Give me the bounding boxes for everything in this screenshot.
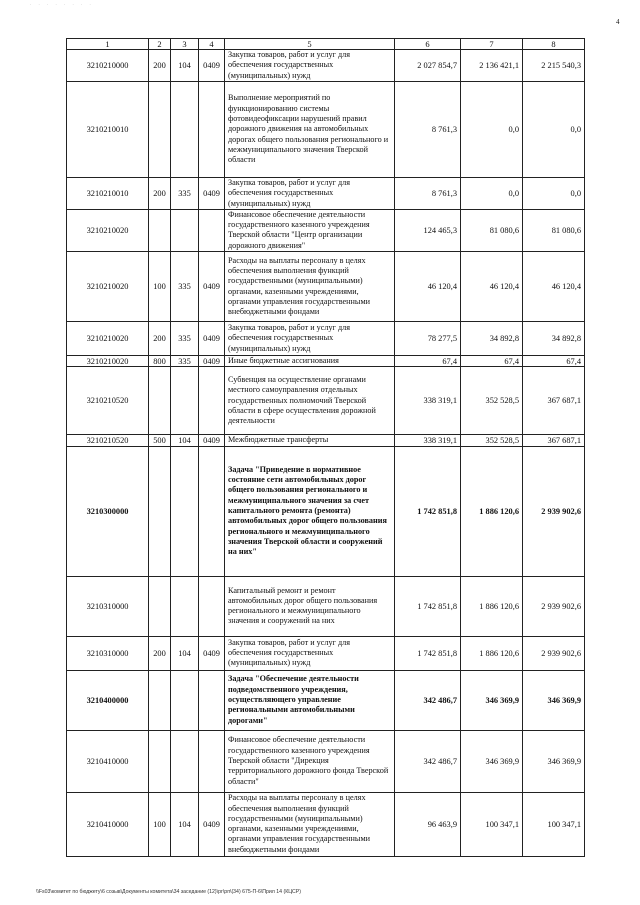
section-cell xyxy=(171,209,199,251)
header-cell: 5 xyxy=(225,39,395,50)
code-cell: 3210210520 xyxy=(67,367,149,435)
description-cell: Расходы на выплаты персоналу в целях обеспечения выполнения функций государственными (муниципальными) органами, казенными учреждениями, органами управления государственными внебюджетными фондами xyxy=(225,792,395,856)
section-cell xyxy=(171,576,199,636)
amount-year1-cell: 78 277,5 xyxy=(395,322,461,356)
table-row xyxy=(67,636,585,670)
description-cell: Задача "Приведение в нормативное состояние сети автомобильных дорог общего пользования регионального и межмуниципального значения за счет капитального ремонта (ремонта) автомобильных дорог общего пользования регионального и межмуниципального значения Тверской области и сооружений на них" xyxy=(225,446,395,576)
section-cell: 104 xyxy=(171,50,199,82)
expense-type-cell: 100 xyxy=(149,792,171,856)
expense-type-cell: 200 xyxy=(149,50,171,82)
code-cell: 3210310000 xyxy=(67,636,149,670)
amount-year2-cell: 46 120,4 xyxy=(461,252,523,322)
amount-year2-cell: 67,4 xyxy=(461,356,523,367)
amount-year2-cell: 34 892,8 xyxy=(461,322,523,356)
subsection-cell xyxy=(199,576,225,636)
amount-year2-cell: 0,0 xyxy=(461,177,523,209)
expense-type-cell: 500 xyxy=(149,435,171,446)
header-cell: 6 xyxy=(395,39,461,50)
amount-year2-cell: 2 136 421,1 xyxy=(461,50,523,82)
amount-year3-cell: 346 369,9 xyxy=(523,730,585,792)
section-cell xyxy=(171,670,199,730)
amount-year1-cell: 1 742 851,8 xyxy=(395,576,461,636)
table-header-row xyxy=(67,39,585,50)
section-cell: 335 xyxy=(171,322,199,356)
header-cell: 7 xyxy=(461,39,523,50)
table-row xyxy=(67,730,585,792)
description-cell: Иные бюджетные ассигнования xyxy=(225,356,395,367)
table-row xyxy=(67,177,585,209)
code-cell: 3210210000 xyxy=(67,50,149,82)
expense-type-cell xyxy=(149,576,171,636)
amount-year3-cell: 2 939 902,6 xyxy=(523,576,585,636)
description-cell: Выполнение мероприятий по функционированию системы фотовидеофиксации нарушений правил дорожного движения на автомобильных дорогах общего пользования регионального и межмуниципального значения Тверской области xyxy=(225,81,395,177)
description-cell: Закупка товаров, работ и услуг для обеспечения государственных (муниципальных) нужд xyxy=(225,636,395,670)
amount-year1-cell: 67,4 xyxy=(395,356,461,367)
amount-year3-cell: 2 939 902,6 xyxy=(523,636,585,670)
subsection-cell: 0409 xyxy=(199,177,225,209)
section-cell: 104 xyxy=(171,435,199,446)
expense-type-cell xyxy=(149,446,171,576)
header-cell: 4 xyxy=(199,39,225,50)
expense-type-cell xyxy=(149,367,171,435)
amount-year1-cell: 2 027 854,7 xyxy=(395,50,461,82)
table-row xyxy=(67,50,585,82)
section-cell xyxy=(171,730,199,792)
amount-year1-cell: 342 486,7 xyxy=(395,730,461,792)
subsection-cell xyxy=(199,730,225,792)
subsection-cell xyxy=(199,209,225,251)
header-cell: 8 xyxy=(523,39,585,50)
amount-year1-cell: 8 761,3 xyxy=(395,81,461,177)
section-cell xyxy=(171,446,199,576)
file-path-footer: \\Fs03\комитет по бюджету\6 созыв\Документы комитета\34 заседание (12)\рг\рп\(34) 675-П-6\Прил 14 (КЦСР) xyxy=(36,889,301,895)
amount-year2-cell: 346 369,9 xyxy=(461,670,523,730)
code-cell: 3210210020 xyxy=(67,209,149,251)
subsection-cell: 0409 xyxy=(199,356,225,367)
code-cell: 3210210020 xyxy=(67,356,149,367)
code-cell: 3210410000 xyxy=(67,730,149,792)
subsection-cell xyxy=(199,446,225,576)
table-row xyxy=(67,435,585,446)
section-cell: 335 xyxy=(171,356,199,367)
subsection-cell: 0409 xyxy=(199,50,225,82)
description-cell: Финансовое обеспечение деятельности государственного казенного учреждения Тверской области "Центр организации дорожного движения" xyxy=(225,209,395,251)
scan-artifact-marks: . . . . . . . . xyxy=(30,2,94,7)
subsection-cell: 0409 xyxy=(199,636,225,670)
description-cell: Межбюджетные трансферты xyxy=(225,435,395,446)
amount-year1-cell: 338 319,1 xyxy=(395,435,461,446)
expense-type-cell xyxy=(149,670,171,730)
expense-type-cell: 100 xyxy=(149,252,171,322)
amount-year2-cell: 1 886 120,6 xyxy=(461,446,523,576)
subsection-cell xyxy=(199,367,225,435)
expense-type-cell xyxy=(149,730,171,792)
amount-year2-cell: 81 080,6 xyxy=(461,209,523,251)
subsection-cell: 0409 xyxy=(199,252,225,322)
code-cell: 3210210010 xyxy=(67,177,149,209)
amount-year3-cell: 2 939 902,6 xyxy=(523,446,585,576)
amount-year3-cell: 346 369,9 xyxy=(523,670,585,730)
code-cell: 3210410000 xyxy=(67,792,149,856)
amount-year3-cell: 46 120,4 xyxy=(523,252,585,322)
code-cell: 3210210520 xyxy=(67,435,149,446)
amount-year2-cell: 352 528,5 xyxy=(461,367,523,435)
table-row xyxy=(67,81,585,177)
amount-year3-cell: 367 687,1 xyxy=(523,435,585,446)
amount-year1-cell: 342 486,7 xyxy=(395,670,461,730)
description-cell: Капитальный ремонт и ремонт автомобильных дорог общего пользования регионального и межмуниципального значения и сооружений на них xyxy=(225,576,395,636)
description-cell: Задача "Обеспечение деятельности подведомственного учреждения, осуществляющего управление региональными автомобильными дорогами" xyxy=(225,670,395,730)
code-cell: 3210210010 xyxy=(67,81,149,177)
amount-year3-cell: 2 215 540,3 xyxy=(523,50,585,82)
table-row xyxy=(67,670,585,730)
table-row xyxy=(67,209,585,251)
amount-year3-cell: 0,0 xyxy=(523,177,585,209)
amount-year3-cell: 67,4 xyxy=(523,356,585,367)
header-cell: 1 xyxy=(67,39,149,50)
page-number: 4 xyxy=(616,18,620,26)
expense-type-cell: 200 xyxy=(149,636,171,670)
amount-year2-cell: 352 528,5 xyxy=(461,435,523,446)
amount-year2-cell: 346 369,9 xyxy=(461,730,523,792)
amount-year3-cell: 0,0 xyxy=(523,81,585,177)
table-row xyxy=(67,252,585,322)
subsection-cell xyxy=(199,670,225,730)
expense-type-cell: 200 xyxy=(149,177,171,209)
section-cell: 335 xyxy=(171,252,199,322)
amount-year1-cell: 1 742 851,8 xyxy=(395,446,461,576)
amount-year3-cell: 81 080,6 xyxy=(523,209,585,251)
amount-year2-cell: 1 886 120,6 xyxy=(461,636,523,670)
amount-year3-cell: 100 347,1 xyxy=(523,792,585,856)
amount-year1-cell: 124 465,3 xyxy=(395,209,461,251)
expense-type-cell: 800 xyxy=(149,356,171,367)
table-row xyxy=(67,356,585,367)
table-row xyxy=(67,792,585,856)
header-cell: 2 xyxy=(149,39,171,50)
code-cell: 3210210020 xyxy=(67,252,149,322)
amount-year2-cell: 0,0 xyxy=(461,81,523,177)
section-cell: 104 xyxy=(171,636,199,670)
amount-year3-cell: 367 687,1 xyxy=(523,367,585,435)
amount-year1-cell: 46 120,4 xyxy=(395,252,461,322)
subsection-cell xyxy=(199,81,225,177)
header-cell: 3 xyxy=(171,39,199,50)
table-row xyxy=(67,322,585,356)
subsection-cell: 0409 xyxy=(199,792,225,856)
description-cell: Закупка товаров, работ и услуг для обеспечения государственных (муниципальных) нужд xyxy=(225,322,395,356)
description-cell: Финансовое обеспечение деятельности государственного казенного учреждения Тверской области "Дирекция территориального дорожного фонда Тверской области" xyxy=(225,730,395,792)
amount-year1-cell: 1 742 851,8 xyxy=(395,636,461,670)
description-cell: Расходы на выплаты персоналу в целях обеспечения выполнения функций государственными (муниципальными) органами, казенными учреждениями, органами управления государственными внебюджетными фондами xyxy=(225,252,395,322)
expense-type-cell xyxy=(149,209,171,251)
table-row xyxy=(67,367,585,435)
amount-year2-cell: 1 886 120,6 xyxy=(461,576,523,636)
code-cell: 3210210020 xyxy=(67,322,149,356)
amount-year3-cell: 34 892,8 xyxy=(523,322,585,356)
description-cell: Закупка товаров, работ и услуг для обеспечения государственных (муниципальных) нужд xyxy=(225,177,395,209)
amount-year1-cell: 96 463,9 xyxy=(395,792,461,856)
section-cell xyxy=(171,81,199,177)
table-body xyxy=(67,50,585,857)
section-cell: 104 xyxy=(171,792,199,856)
amount-year1-cell: 8 761,3 xyxy=(395,177,461,209)
amount-year2-cell: 100 347,1 xyxy=(461,792,523,856)
table-row xyxy=(67,576,585,636)
description-cell: Субвенция на осуществление органами местного самоуправления отдельных государственных полномочий Тверской области в сфере осуществления дорожной деятельности xyxy=(225,367,395,435)
section-cell xyxy=(171,367,199,435)
description-cell: Закупка товаров, работ и услуг для обеспечения государственных (муниципальных) нужд xyxy=(225,50,395,82)
table-row xyxy=(67,446,585,576)
expense-type-cell: 200 xyxy=(149,322,171,356)
expense-type-cell xyxy=(149,81,171,177)
code-cell: 3210310000 xyxy=(67,576,149,636)
subsection-cell: 0409 xyxy=(199,435,225,446)
budget-table xyxy=(66,38,585,857)
section-cell: 335 xyxy=(171,177,199,209)
code-cell: 3210400000 xyxy=(67,670,149,730)
amount-year1-cell: 338 319,1 xyxy=(395,367,461,435)
code-cell: 3210300000 xyxy=(67,446,149,576)
subsection-cell: 0409 xyxy=(199,322,225,356)
